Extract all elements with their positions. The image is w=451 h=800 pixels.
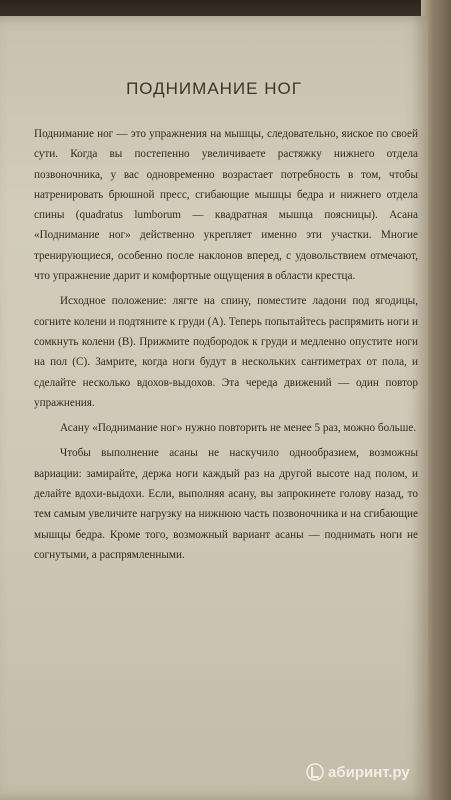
paragraph-repetitions: Асану «Поднимание ног» нужно повторить не менее 5 раз, можно больше. bbox=[60, 422, 417, 435]
body-text bbox=[34, 124, 418, 570]
page-title: ПОДНИМАНИЕ НОГ bbox=[126, 79, 302, 98]
labirint-watermark bbox=[306, 763, 410, 781]
book-page bbox=[0, 16, 428, 800]
labirint-logo-icon bbox=[306, 763, 324, 781]
paragraph-variations: Чтобы выполнение асаны не наскучило однообразием, возможны вариации: замирайте, держа ноги каждый раз на другой высоте над полом, и делайте вдохи-выдохи. Если, выполняя асану, вы запрокинете голову назад, то тем самым увеличите нагрузку на нижнюю часть позвоночника и на сгибающие мышцы бедра. Кроме того, возможный вариант асаны — поднимать ноги не согнутыми, а распрямленными. bbox=[34, 447, 418, 561]
paragraph-starting-position: Исходное положение: лягте на спину, поместите ладони под ягодицы, согните колени и подтяните к груди (А). Теперь попытайтесь распрямить ноги и сомкнуть колени (В). Прижмите подбородок к груди и медленно опустите ноги на пол (С). Замрите, когда ноги будут в нескольких сантиметрах от пола, и сделайте несколько вдохов-выдохов. Эта череда движений — один повтор упражнения. bbox=[34, 295, 418, 409]
paragraph-intro: Поднимание ног — это упражнения на мышцы, следовательно, яиское по своей сути. Когда вы постепенно увеличиваете растяжку нижнего отдела позвоночника, у вас одновременно возрастает потребность в том, чтобы натренировать брюшной пресс, сгибающие мышцы бедра и нижнего отдела спины (quadratus lumborum — квадратная мышца поясницы). Асана «Поднимание ног» действенно укрепляет именно эти участки. Многие тренирующиеся, особенно после наклонов вперед, с удовольствием отмечают, что упражнение дарит и комфортные ощущения в области крестца. bbox=[34, 128, 418, 283]
watermark-text: абиринт.ру bbox=[328, 763, 410, 781]
